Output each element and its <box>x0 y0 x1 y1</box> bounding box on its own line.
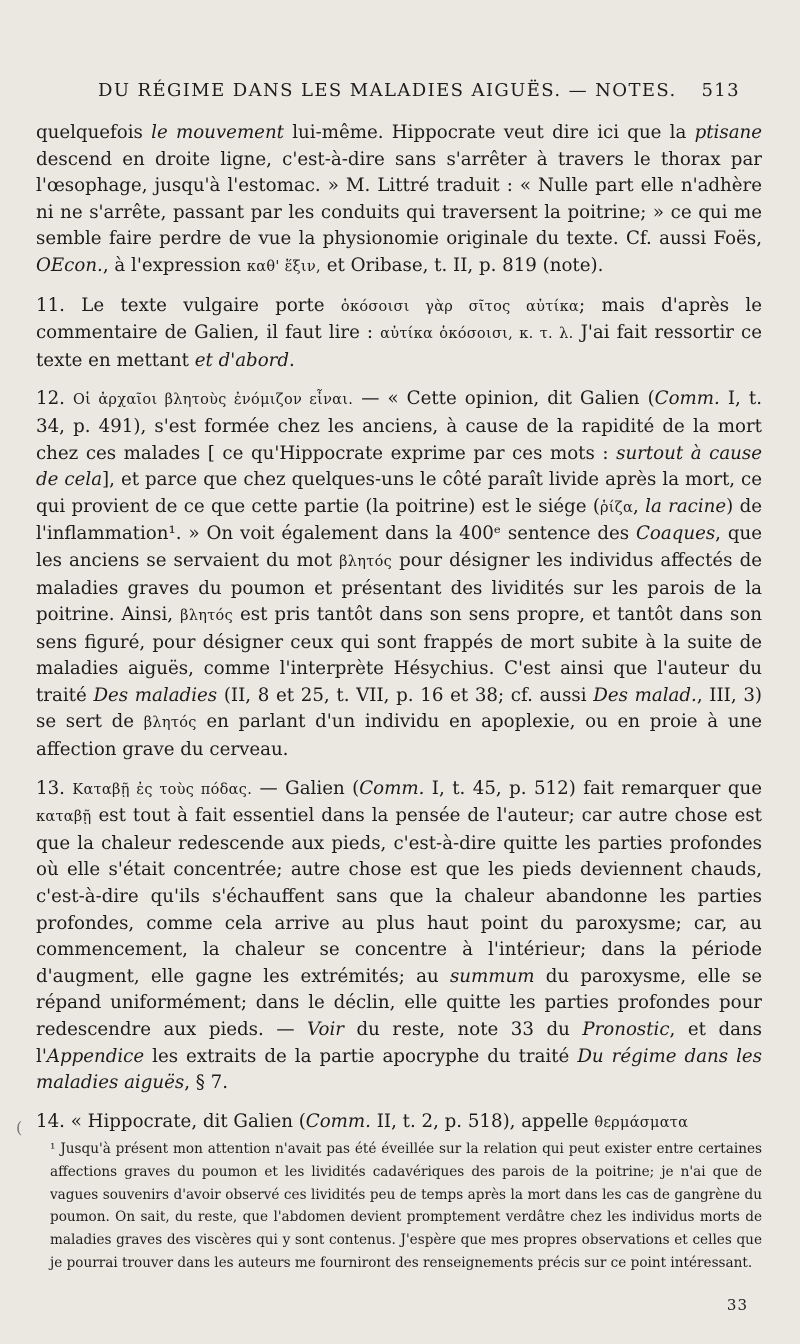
italic-run: Des maladies <box>93 684 218 706</box>
text-run: 11. Le texte vulgaire porte <box>36 294 341 316</box>
note-12 <box>36 386 762 763</box>
text-run: J'ai fait ressortir ce texte en mettant <box>36 322 762 371</box>
italic-run: Pronostic <box>582 1019 670 1040</box>
text-run: I, t. 45, p. 512) fait remarquer que <box>424 777 762 799</box>
signature-mark: 33 <box>726 1296 748 1314</box>
text-run: ) de l'inflammation¹. » On voit également dans la 400ᵉ sentence des <box>36 495 762 545</box>
note-13 <box>36 776 762 1097</box>
greek-run: ῥίζα <box>599 499 634 516</box>
italic-run: et d'abord <box>194 349 289 371</box>
greek-run: βλητός <box>180 608 233 625</box>
greek-run: αὐτίκα ὁκόσοισι, κ. τ. λ. <box>380 326 574 343</box>
main-text <box>36 120 762 1136</box>
margin-mark: ( <box>16 1118 23 1137</box>
italic-run: Appendice <box>46 1045 145 1067</box>
italic-run: le mouvement <box>151 122 284 143</box>
note-14 <box>36 1109 762 1137</box>
footnote: ¹ Jusqu'à présent mon attention n'avait pas été éveillée sur la relation qui peut exister entre certaines affections graves du poumon et les lividités cadavériques des parois de la poitrine; je n'ai que de vagues souvenirs d'avoir observé ces lividités peu de temps après la mort dans les cas de gangrène du poumon. On sait, du reste, que l'abdomen devient promptement verdâtre chez les individus morts de maladies graves des viscères qui y sont contenus. J'espère que mes propres observations et celles que je pourrai trouver dans les auteurs me fourniront des renseignements précis sur ce point intéressant. <box>50 1141 762 1271</box>
text-run: , <box>633 495 646 517</box>
page-number: 513 <box>701 80 740 101</box>
header-title: DU RÉGIME DANS LES MALADIES AIGUËS. — NOTES. <box>98 80 677 101</box>
text-run: est tout à fait essentiel dans la pensée de l'auteur; car autre chose est que la chaleur redescende aux pieds, c'est-à-dire quitte les parties profondes où elle s'était concentrée; autre chose est que les pieds deviennent chauds, c'est-à-dire qu'ils s'échauffent sans que la chaleur abandonne les parties profondes, comme cela arrive au plus haut point du paroxysme; car, au commencement, la chaleur se concentre à l'intérieur; dans la période d'augment, elle gagne les extrémités; au <box>36 805 762 987</box>
text-run: II, t. 2, p. 518), appelle <box>370 1110 595 1132</box>
italic-run: surtout à cause de cela <box>36 442 762 491</box>
text-run: ], et parce que chez quelques-uns le côté paraît livide après la mort, ce qui provient de ce que cette partie (la poitrine) est le siége ( <box>36 469 763 517</box>
text-run: lui-même. Hippocrate veut dire ici que la <box>283 122 695 143</box>
text-run: et Oribase, t. II, p. 819 (note). <box>320 254 604 276</box>
text-run: les extraits de la partie apocryphe du traité <box>144 1045 578 1067</box>
running-header <box>98 80 740 101</box>
text-run: I, t. 34, p. 491), s'est formée chez les anciens, à cause de la rapidité de la mort chez ces malades [ ce qu'Hippocrate exprime par ces mots : <box>36 388 762 464</box>
text-run: 13. <box>36 777 73 799</box>
text-run: — Galien ( <box>252 777 360 799</box>
italic-run: Comm. <box>305 1110 371 1132</box>
text-run: ; mais d'après le commentaire de Galien, il faut lire : <box>36 294 762 344</box>
note-11 <box>36 293 762 375</box>
italic-run: Coaques <box>636 523 716 545</box>
text-run: 14. « Hippocrate, dit Galien ( <box>36 1110 306 1132</box>
italic-run: Comm. <box>654 388 720 410</box>
greek-run: βλητός <box>143 715 197 732</box>
italic-run: OEcon. <box>36 254 103 276</box>
text-run: (II, 8 et 25, t. VII, p. 16 et 38; cf. aussi <box>217 684 594 706</box>
text-run: pour désigner les individus affectés de maladies graves du poumon et présentant des lividités sur les parois de la poitrine. Ainsi, <box>36 549 762 626</box>
text-run: , que les anciens se servaient du mot <box>36 523 763 571</box>
italic-run: Voir <box>307 1019 344 1040</box>
text-run: du paroxysme, elle se répand uniformément; dans le déclin, elle quitte les parties profondes pour redescendre aux pieds. — <box>36 965 762 1040</box>
text-run: descend en droite ligne, c'est-à-dire sans s'arrêter à travers le thorax par l'œsophage, jusqu'à l'estomac. » M. Littré traduit : « Nulle part elle n'adhère ni ne s'arrête, passant par les conduits qui traversent la poitrine; » ce qui me semble faire perdre de vue la physionomie originale du texte. Cf. aussi Foës, <box>36 148 762 250</box>
text-run: en parlant d'un individu en apoplexie, ou en proie à une affection grave du cerveau. <box>36 711 763 761</box>
text-run: , et dans l' <box>36 1019 762 1067</box>
greek-run: καταβῇ <box>36 809 92 826</box>
text-run: , III, 3) se sert de <box>36 684 762 733</box>
greek-run: ὁκόσοισι γὰρ σῖτος αὐτίκα <box>340 298 580 315</box>
greek-run: καθ' ἕξιν, <box>246 258 321 275</box>
text-run: , § 7. <box>184 1072 228 1094</box>
greek-run: βλητός <box>339 553 393 570</box>
text-run: du reste, note 33 du <box>343 1019 583 1040</box>
text-run: . <box>289 349 295 371</box>
italic-run: summum <box>449 965 535 987</box>
greek-run: θερμάσματα <box>594 1114 689 1131</box>
text-run: 12. <box>36 388 73 410</box>
italic-run: Des malad. <box>593 684 697 706</box>
text-run: — « Cette opinion, dit Galien ( <box>353 388 655 410</box>
italic-run: la racine <box>645 495 727 517</box>
text-run: est pris tantôt dans son sens propre, et tantôt dans son sens figuré, pour désigner ceux qui sont frappés de mort subite à la suite de maladies aiguës, comme l'interprète Hésychius. C'est ainsi que l'auteur du traité <box>36 604 763 706</box>
paragraph-1 <box>36 120 762 281</box>
italic-run: Du régime dans les maladies aiguës <box>36 1045 762 1094</box>
greek-run: Οἱ ἀρχαῖοι βλητοὺς ἐνόμιζον εἶναι. <box>72 392 354 409</box>
text-run: , à l'expression <box>102 254 247 276</box>
italic-run: Comm. <box>359 777 425 799</box>
text-run: quelquefois <box>36 122 152 143</box>
greek-run: Καταβῇ ἐς τοὺς πόδας. <box>72 781 253 798</box>
italic-run: ptisane <box>694 122 763 143</box>
